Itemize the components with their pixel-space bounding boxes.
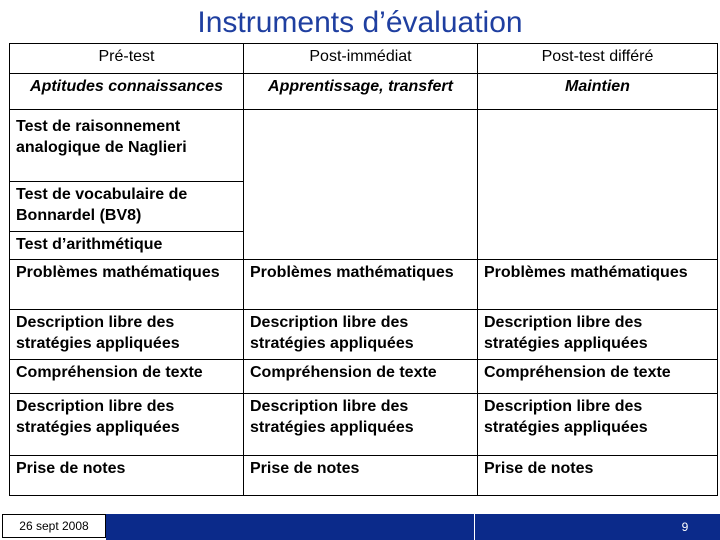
cell-strategies-text-post-delayed: Description libre des stratégies appliquées — [478, 394, 718, 456]
pretest-test-naglieri: Test de raisonnement analogique de Naglieri — [10, 110, 244, 182]
cell-comprehension-pretest: Compréhension de texte — [10, 360, 244, 394]
empty-cell — [244, 110, 478, 260]
table-row — [10, 260, 718, 310]
page-title: Instruments d’évaluation — [197, 6, 523, 39]
column-header-post-immediate: Post-immédiat — [244, 44, 478, 74]
column-header-post-delayed: Post-test différé — [478, 44, 718, 74]
column-header-row — [10, 44, 718, 74]
cell-problems-post-immediate: Problèmes mathématiques — [244, 260, 478, 310]
table-row — [10, 394, 718, 456]
page-number: 9 — [650, 514, 720, 540]
footer-divider — [474, 514, 475, 540]
table-row — [10, 360, 718, 394]
evaluation-table — [9, 43, 718, 496]
cell-strategies-math-pretest: Description libre des stratégies appliquées — [10, 310, 244, 360]
cell-comprehension-post-delayed: Compréhension de texte — [478, 360, 718, 394]
table-row — [10, 110, 718, 182]
footer-date: 26 sept 2008 — [2, 514, 106, 538]
subheader-row — [10, 74, 718, 110]
table-row — [10, 456, 718, 496]
cell-strategies-text-post-immediate: Description libre des stratégies appliquées — [244, 394, 478, 456]
pretest-test-arithmetic: Test d’arithmétique — [10, 232, 244, 260]
subheader-post-immediate: Apprentissage, transfert — [244, 74, 478, 110]
cell-strategies-text-pretest: Description libre des stratégies appliquées — [10, 394, 244, 456]
table-row — [10, 310, 718, 360]
cell-notes-post-immediate: Prise de notes — [244, 456, 478, 496]
cell-strategies-math-post-immediate: Description libre des stratégies appliquées — [244, 310, 478, 360]
column-header-pretest: Pré-test — [10, 44, 244, 74]
cell-strategies-math-post-delayed: Description libre des stratégies appliquées — [478, 310, 718, 360]
pretest-test-bonnardel: Test de vocabulaire de Bonnardel (BV8) — [10, 182, 244, 232]
cell-notes-pretest: Prise de notes — [10, 456, 244, 496]
empty-cell — [478, 110, 718, 260]
footer-bar — [106, 514, 650, 540]
cell-comprehension-post-immediate: Compréhension de texte — [244, 360, 478, 394]
subheader-pretest: Aptitudes connaissances — [10, 74, 244, 110]
cell-notes-post-delayed: Prise de notes — [478, 456, 718, 496]
cell-problems-pretest: Problèmes mathématiques — [10, 260, 244, 310]
subheader-post-delayed: Maintien — [478, 74, 718, 110]
cell-problems-post-delayed: Problèmes mathématiques — [478, 260, 718, 310]
